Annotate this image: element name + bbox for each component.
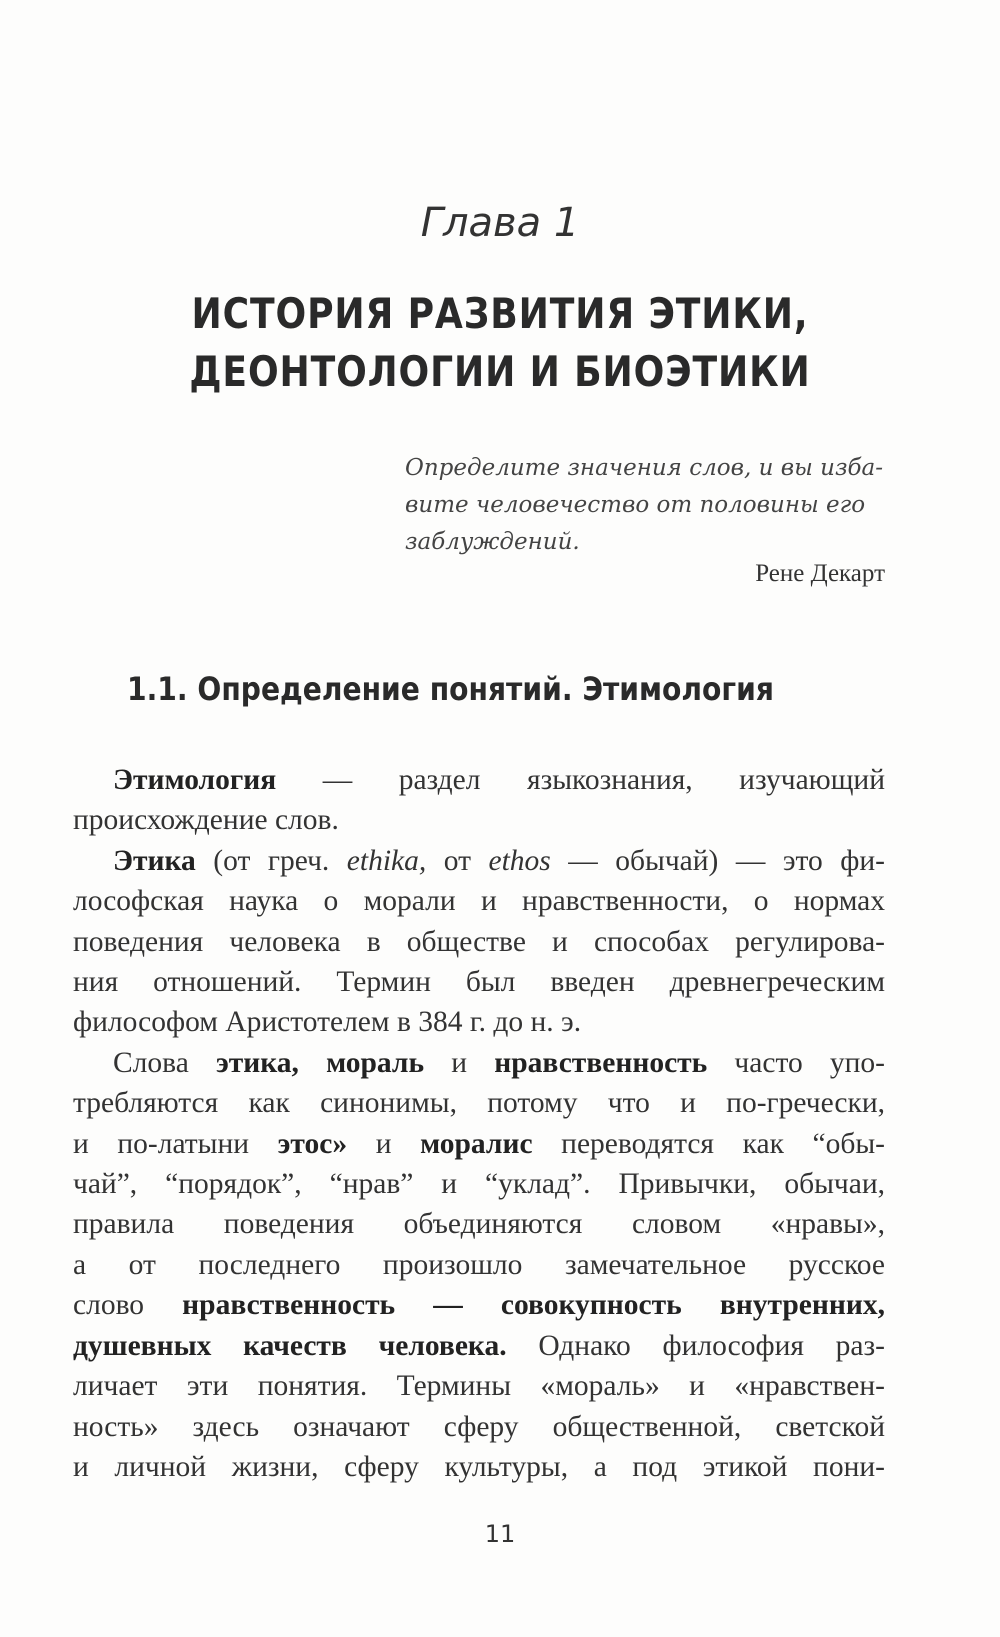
body-line: ния отношений. Термин был введен древнегреческим xyxy=(73,966,885,999)
body-line: правила поведения объединяются словом «нравы», xyxy=(73,1208,885,1241)
body-line: требляются как синонимы, потому что и по-гречески, xyxy=(73,1087,885,1120)
body-line: и личной жизни, сферу культуры, а под этикой пони- xyxy=(73,1450,885,1483)
text-run: от xyxy=(426,844,489,877)
text-run: слово xyxy=(73,1289,183,1322)
chapter-title xyxy=(70,285,930,401)
text-run: — обычай) — это фи- xyxy=(550,844,886,877)
epigraph-line-1: Определите значения слов, и вы изба- xyxy=(405,455,884,481)
body-line: лософская наука о морали и нравственности, о нормах xyxy=(73,885,885,918)
text-run: и xyxy=(424,1046,495,1079)
term-etymology: Этимология xyxy=(113,764,277,796)
term-etos: этос» xyxy=(277,1127,348,1160)
text-run: переводятся как “обы- xyxy=(532,1127,885,1160)
greek-word-ethika: ethika, xyxy=(346,844,427,877)
body-line: чай”, “порядок”, “нрав” и “уклад”. Привычки, обычаи, xyxy=(73,1168,885,1201)
chapter-title-line-2: ДЕОНТОЛОГИИ И БИОЭТИКИ xyxy=(189,347,811,396)
chapter-label: Глава 1 xyxy=(420,200,580,246)
text-run: (от греч. xyxy=(195,844,347,877)
body-line: поведения человека в обществе и способах регулирова- xyxy=(73,925,885,958)
greek-word-ethos: ethos xyxy=(488,844,551,877)
text-run: — раздел языкознания, изучающий xyxy=(276,764,885,796)
body-line xyxy=(73,1124,885,1164)
text-run: Слова xyxy=(113,1046,216,1079)
body-line xyxy=(73,1043,885,1083)
body-line: философом Аристотелем в 384 г. до н. э. xyxy=(73,1006,582,1039)
body-line xyxy=(73,1326,885,1366)
chapter-title-line-1: ИСТОРИЯ РАЗВИТИЯ ЭТИКИ, xyxy=(191,289,809,338)
definition-bold: нравственность — совокупность внутренних, xyxy=(182,1289,885,1322)
term-ethics-morality: этика, мораль xyxy=(215,1046,425,1079)
body-line xyxy=(73,841,885,881)
body-text xyxy=(73,760,885,1487)
body-line: а от последнего произошло замечательное русское xyxy=(73,1248,885,1281)
body-line: ность» здесь означают сферу общественной, светской xyxy=(73,1410,885,1443)
text-run: часто упо- xyxy=(707,1046,886,1079)
term-nravstvennost: нравственность xyxy=(494,1046,708,1079)
body-line: личает эти понятия. Термины «мораль» и «нравствен- xyxy=(73,1370,885,1403)
page-number: 11 xyxy=(484,1520,516,1548)
section-title: 1.1. Определение понятий. Этимология xyxy=(127,670,774,708)
term-ethics: Этика xyxy=(113,844,196,877)
definition-bold: душевных качеств человека. xyxy=(73,1329,507,1362)
text-run: Однако философия раз- xyxy=(506,1329,885,1362)
text-run: и по-латыни xyxy=(73,1127,278,1160)
body-line xyxy=(73,760,885,800)
epigraph-line-3: заблуждений. xyxy=(405,529,580,555)
text-run: и xyxy=(347,1127,421,1160)
epigraph-author: Рене Декарт xyxy=(755,560,885,587)
body-line xyxy=(73,1285,885,1325)
term-moralis: моралис xyxy=(420,1127,533,1160)
body-line: происхождение слов. xyxy=(73,804,339,837)
epigraph-quote xyxy=(405,450,885,561)
epigraph-line-2: вите человечество от половины его xyxy=(405,492,866,518)
